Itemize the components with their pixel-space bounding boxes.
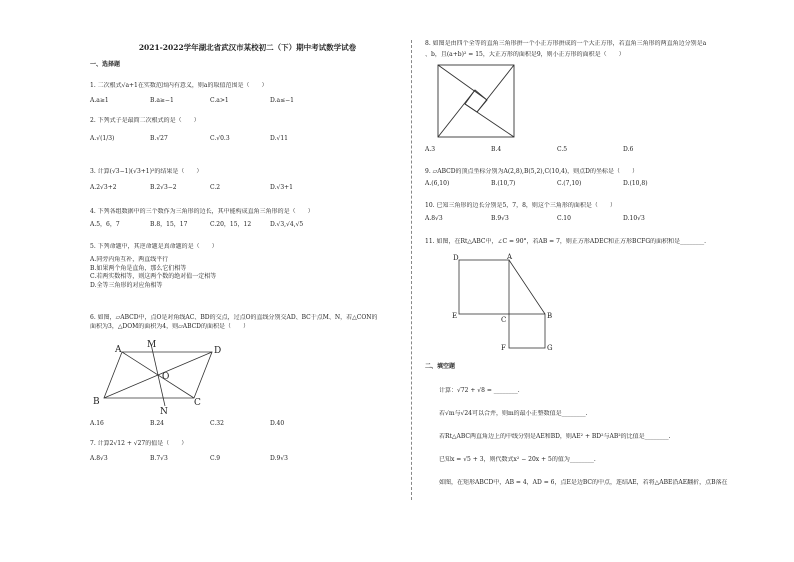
option-d[interactable]: D.(10,8) <box>623 180 648 187</box>
label-m: M <box>147 340 157 350</box>
option-a[interactable]: A.8√3 <box>90 455 108 462</box>
option-c[interactable]: C.20，15，12 <box>210 221 252 228</box>
question-3-stem: 3. 计算(√3−1)(√3+1)²的结果是（ ） <box>90 168 203 175</box>
question-8-stem: 8. 如图是由四个全等的直角三角形拼一个小正方形拼成的一个大正方形，若直角三角形的两直角边分别是a <box>425 40 707 47</box>
option-b[interactable]: B.(10,7) <box>491 180 516 187</box>
label-g: G <box>547 344 553 352</box>
fill-question-2: 若√m与√24可以合并，则m的最小正整数值是________. <box>439 410 588 417</box>
label-e: E <box>452 312 458 320</box>
question-5-options <box>90 256 405 290</box>
pinwheel-square-figure <box>437 64 515 138</box>
option-b[interactable]: B.a≥−1 <box>150 97 174 104</box>
question-9-stem: 9. ▱ABCD的顶点坐标分别为A(2,8),B(5,2),C(10,4)，则点D的坐标是（ ） <box>425 168 638 175</box>
label-c: C <box>501 316 507 324</box>
option-d[interactable]: D.√3+1 <box>270 184 293 191</box>
label-n: N <box>160 407 168 416</box>
fill-question-1: 计算：√72 + √8 = ________. <box>439 387 520 394</box>
large-square <box>438 65 514 137</box>
question-1-stem: 1. 二次根式√a+1在实数范围内有意义，则a的取值范围是（ ） <box>90 82 268 89</box>
option-c[interactable]: C.a>1 <box>210 97 229 104</box>
section-heading-choice: 一、选择题 <box>90 61 121 68</box>
fill-question-3: 若Rt△ABC两直角边上的中线分别是AE和BD，则AE² + BD²与AB²的比值是________. <box>439 433 671 440</box>
fill-question-5: 如图，在矩形ABCD中，AB = 4，AD = 6，点E是边BC的中点，连结AE，若将△ABE沿AE翻折，点B落在 <box>439 479 728 486</box>
label-b: B <box>93 397 100 407</box>
question-3-options <box>90 184 405 192</box>
label-b: B <box>547 312 553 320</box>
question-6-stem-continued: 面积为3，△DOM的面积为4，则▱ABCD的面积是（ ） <box>90 323 249 330</box>
fill-question-4: 已知x = √5 + 3，则代数式x² − 20x + 5的值为________. <box>439 456 596 463</box>
option-c[interactable]: C.9 <box>210 455 221 462</box>
question-9-options <box>425 180 770 188</box>
label-d: D <box>453 254 459 262</box>
label-o: O <box>162 372 170 382</box>
option-c[interactable]: C.√0.3 <box>210 135 230 142</box>
question-7-options <box>90 455 405 463</box>
question-6-stem: 6. 如图，▱ABCD中，点O是对角线AC、BD的交点，过点O的直线分别交AD、BC于点M、N，若△CON的 <box>90 314 378 321</box>
option-a[interactable]: A.(6,10) <box>425 180 450 187</box>
option-c[interactable]: C.(7,10) <box>557 180 582 187</box>
option-d[interactable]: D.6 <box>623 146 634 153</box>
option-b[interactable]: B.8，15，17 <box>150 221 188 228</box>
label-a: A <box>507 253 513 261</box>
label-d: D <box>214 346 222 356</box>
option-c[interactable]: C.32 <box>210 420 224 427</box>
option-d[interactable]: D.40 <box>270 420 285 427</box>
question-6-options <box>90 420 405 428</box>
option-a[interactable]: A.5，6，7 <box>90 221 120 228</box>
question-4-stem: 4. 下列各组数据中的三个数作为三角形的边长，其中能构成直角三角形的是（ ） <box>90 208 314 215</box>
question-4-options <box>90 221 405 229</box>
option-d[interactable]: D.√3,√4,√5 <box>270 221 304 228</box>
question-10-options <box>425 215 770 223</box>
option-d[interactable]: D.a≤−1 <box>270 97 294 104</box>
question-8-options <box>425 146 770 154</box>
option-c[interactable]: C.5 <box>557 146 568 153</box>
square-adec <box>459 260 509 314</box>
triangle-edge <box>438 65 487 100</box>
option-c[interactable]: C.若两实数相等，则这两个数的绝对值一定相等 <box>90 273 217 280</box>
option-a[interactable]: A.3 <box>425 146 436 153</box>
option-b[interactable]: B.√27 <box>150 135 168 142</box>
option-b[interactable]: B.2√3−2 <box>150 184 177 191</box>
small-square <box>465 90 487 112</box>
section-heading-fill: 二、填空题 <box>425 363 456 370</box>
square-bcfg <box>509 314 545 348</box>
column-divider <box>411 40 412 500</box>
question-1-options <box>90 97 405 105</box>
question-2-options <box>90 135 405 143</box>
option-b[interactable]: B.24 <box>150 420 164 427</box>
option-b[interactable]: B.如果两个角是直角，那么它们相等 <box>90 264 187 272</box>
option-c[interactable]: C.2 <box>210 184 221 191</box>
right-triangle-squares-figure <box>447 250 587 356</box>
exam-title: 2021-2022学年湖北省武汉市某校初二（下）期中考试数学试卷 <box>138 43 357 52</box>
option-a[interactable]: A.a≥1 <box>90 97 109 104</box>
option-d[interactable]: D.全等三角形的对应角相等 <box>90 281 163 289</box>
option-a[interactable]: A.16 <box>90 420 104 427</box>
question-8-stem-continued: 、b，且(a+b)² = 15，大正方形的面积是9，则小正方形的面积是（ ） <box>425 51 625 58</box>
option-b[interactable]: B.4 <box>491 146 502 153</box>
option-b[interactable]: B.9√3 <box>491 215 509 222</box>
option-c[interactable]: C.10 <box>557 215 571 222</box>
option-a[interactable]: A.√(1/3) <box>90 135 115 142</box>
question-11-stem: 11. 如图，在Rt△ABC中，∠C = 90°，若AB = 7，则正方形ADEC和正方形BCFG的面积和是________. <box>425 238 707 245</box>
label-c: C <box>194 398 201 408</box>
option-b[interactable]: B.7√3 <box>150 455 168 462</box>
question-7-stem: 7. 计算2√12 + √27的值是（ ） <box>90 440 188 447</box>
option-a[interactable]: A.2√3+2 <box>90 184 117 191</box>
hypotenuse-ab <box>509 260 545 314</box>
option-a[interactable]: A.同旁内角互补，两直线平行 <box>90 256 169 263</box>
question-5-stem: 5. 下列命题中，其逆命题是真命题的是（ ） <box>90 243 218 250</box>
question-10-stem: 10. 已知三角形的边长分别是5，7，8，则这个三角形的面积是（ ） <box>425 202 616 209</box>
option-a[interactable]: A.8√3 <box>425 215 443 222</box>
option-d[interactable]: D.10√3 <box>623 215 645 222</box>
option-d[interactable]: D.√11 <box>270 135 288 142</box>
parallelogram-figure <box>90 334 240 416</box>
option-d[interactable]: D.9√3 <box>270 455 288 462</box>
question-2-stem: 2. 下列式子是最简二次根式的是（ ） <box>90 117 200 124</box>
label-a: A <box>115 345 122 355</box>
label-f: F <box>501 344 506 352</box>
